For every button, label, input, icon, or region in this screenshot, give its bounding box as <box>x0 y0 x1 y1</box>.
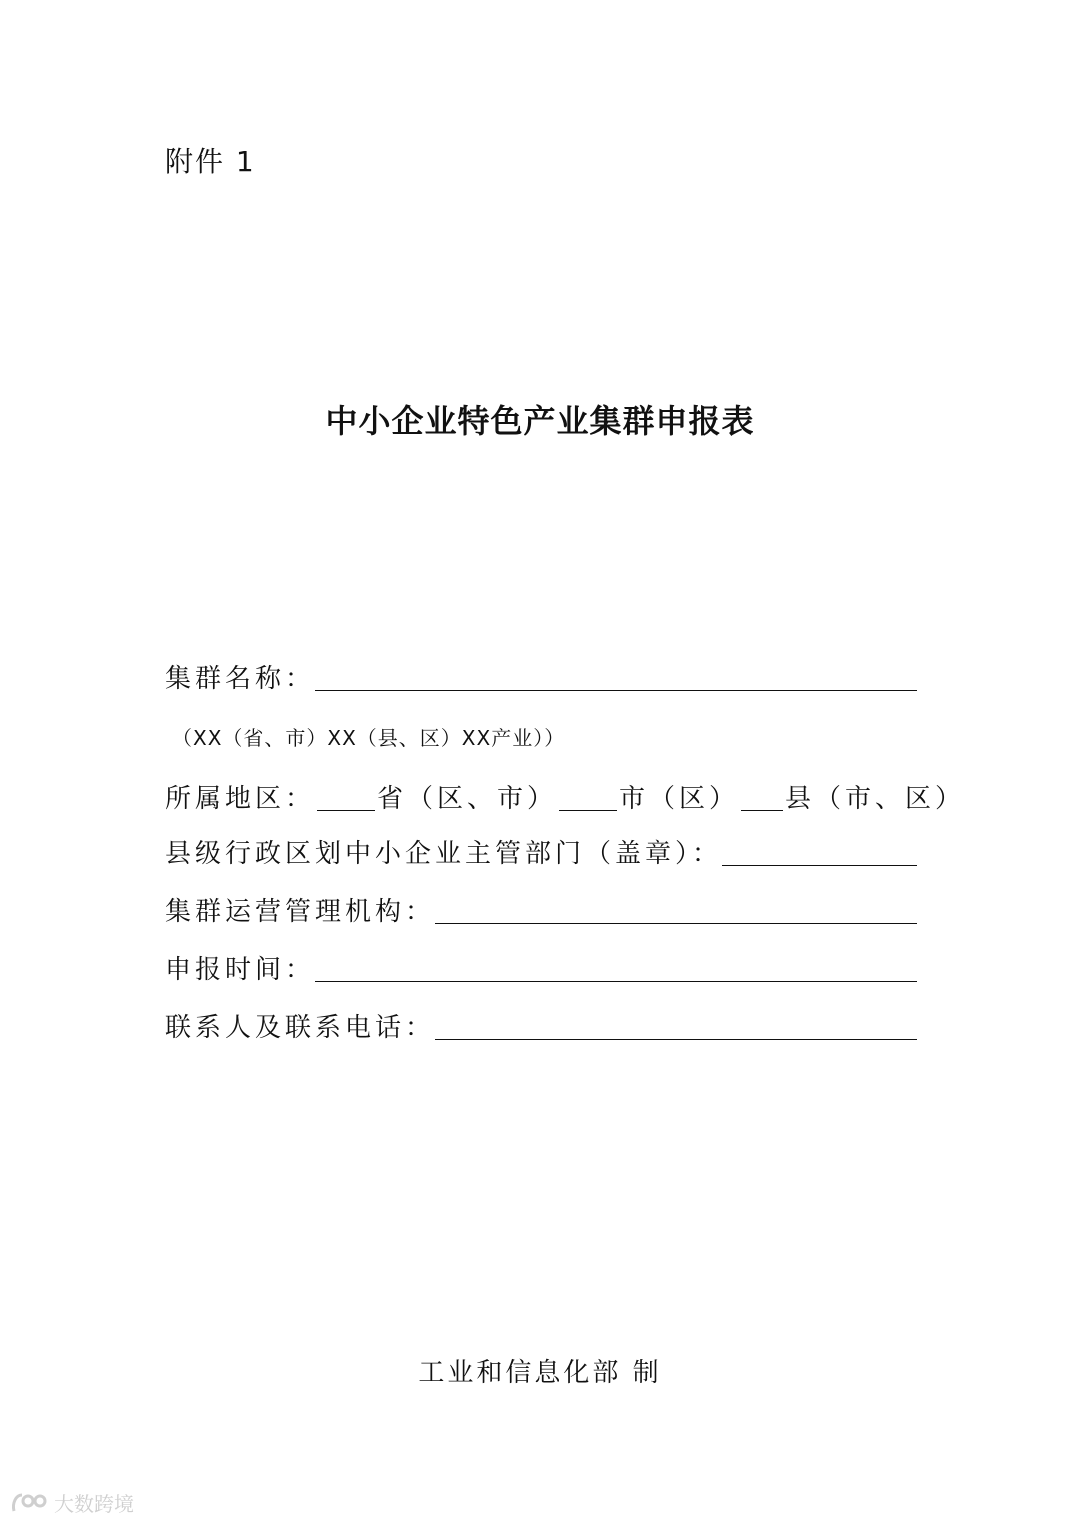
issuer-footer: 工业和信息化部 制 <box>418 1358 662 1388</box>
operator-label: 集群运营管理机构： <box>165 897 436 927</box>
region-label: 所属地区： <box>165 784 316 814</box>
region-row <box>165 775 965 815</box>
cluster-name-row <box>165 655 917 695</box>
operator-blank[interactable] <box>435 922 917 924</box>
date-row <box>165 946 917 986</box>
attachment-label: 附件 1 <box>165 145 256 178</box>
cluster-name-blank[interactable] <box>315 689 917 691</box>
region-province-text: 省（区、市） <box>377 784 558 814</box>
contact-row <box>165 1004 917 1044</box>
dept-row <box>165 830 917 870</box>
logo-icon <box>10 1491 50 1515</box>
operator-row <box>165 888 917 928</box>
city-blank[interactable] <box>559 809 617 811</box>
cluster-name-label: 集群名称： <box>165 664 316 694</box>
dept-blank[interactable] <box>722 864 917 866</box>
date-blank[interactable] <box>315 980 917 982</box>
date-label: 申报时间： <box>165 955 316 985</box>
region-county-text: 县（市、区） <box>785 784 966 814</box>
cluster-name-note: （XX（省、市）XX（县、区）XX产业）） <box>172 726 566 750</box>
watermark <box>10 1488 134 1517</box>
county-blank[interactable] <box>741 809 783 811</box>
dept-label: 县级行政区划中小企业主管部门（盖章）： <box>165 839 723 869</box>
watermark-text: 大数跨境 <box>54 1492 134 1516</box>
contact-label: 联系人及联系电话： <box>165 1013 436 1043</box>
contact-blank[interactable] <box>435 1038 917 1040</box>
form-title: 中小企业特色产业集群申报表 <box>325 402 755 440</box>
region-city-text: 市（区） <box>619 784 740 814</box>
province-blank[interactable] <box>317 809 375 811</box>
